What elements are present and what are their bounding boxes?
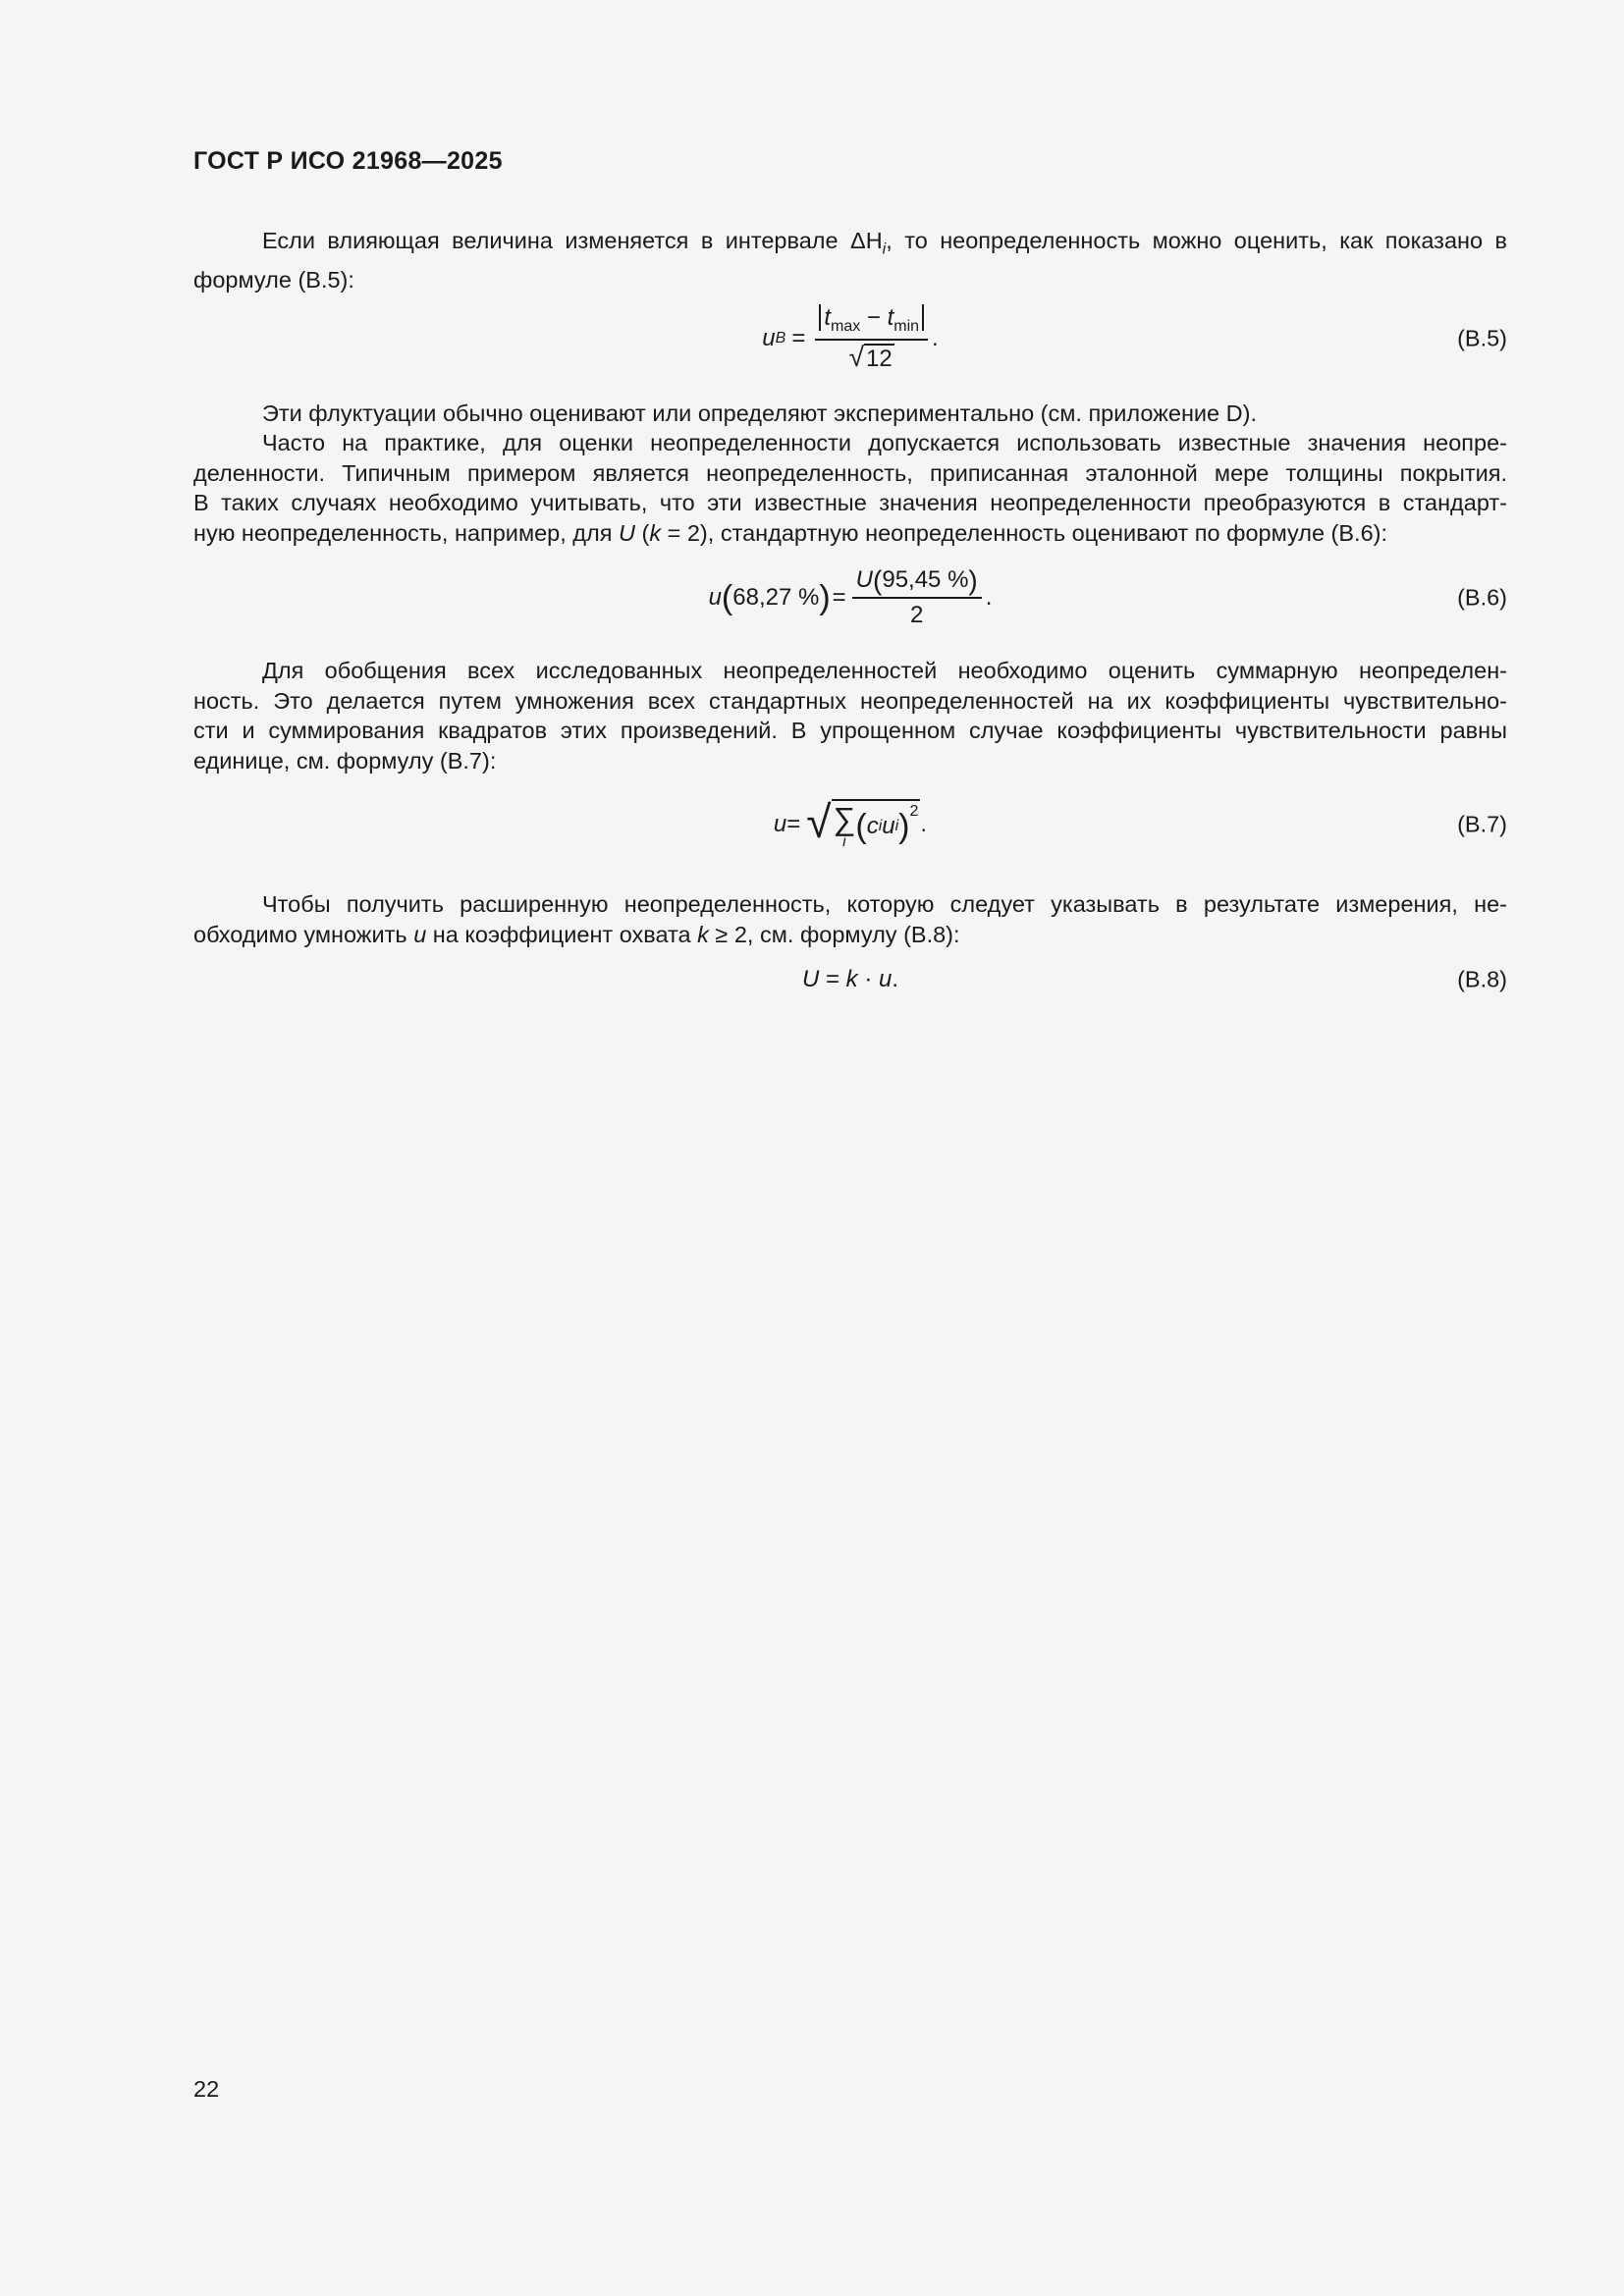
equation-b8: U = k · u . (B.8) xyxy=(801,966,1507,992)
paragraph-1: Если влияющая величина изменяется в интервале $\Delta H_i$, то неопределенность можно оценить, как показано в формуле (B.5): xyxy=(193,228,1507,294)
paragraph-2: Эти флуктуации обычно оценивают или определяют экспериментально (см. приложение D). xyxy=(262,400,1257,426)
paragraph-5: Чтобы получить расширенную неопределенность, которую следует указывать в результате измерения, не- обходимо умножить u на коэффициент охвата k ≥ 2, см. формулу (B.8): xyxy=(193,891,1507,947)
equation-number: (B.6) xyxy=(1457,584,1507,611)
document-header: ГОСТ Р ИСО 21968—2025 xyxy=(193,147,503,175)
paragraph-4: Для обобщения всех исследованных неопределенностей необходимо оценить суммарную неопределен- ность. Это делается путем умножения всех стандартных неопределенностей на их коэффициенты чувствительно- сти и суммирования квадратов этих произведений. В упрощенном случае коэффициенты чувствительности равны единице, см. формулу (B.7): xyxy=(193,658,1507,774)
equation-b7: u = √ ∑ i ( c i u i ) $^2$ . (B.7) xyxy=(773,796,1507,850)
p1-text: Если влияющая величина изменяется в интервале ΔH xyxy=(262,228,883,253)
fraction: $\frac{U(95,45 \%)}{2}$ xyxy=(852,566,982,630)
equation-number: (B.5) xyxy=(1457,325,1507,351)
equation-number: (B.7) xyxy=(1457,811,1507,837)
equation-b5: u B = $t_{max} - t_{min}$ √ 12 . (B.5) xyxy=(762,304,1507,372)
square-root: √ ∑ i ( c i u i ) $^2$ xyxy=(806,796,919,850)
paragraph-3: Часто на практике, для оценки неопределенности допускается использовать известные значения неопре- деленности. Типичным примером является неопределенность, приписанная эталонной мере толщины покрытия. В таких случаях необходимо учитывать, что эти известные значения неопределенности преобразуются в стандарт- ную неопределенность, например, для U (k = 2), стандартную неопределенность оценивают по формуле (B.6): xyxy=(193,430,1507,546)
fraction: $t_{max} - t_{min}$ √ 12 xyxy=(815,304,928,373)
page-number: 22 xyxy=(193,2076,220,2102)
equation-b6: u ( 68,27 % ) = $\frac{U(95,45 \%)}{2}$ . (B.6) xyxy=(708,564,1507,629)
equation-number: (B.8) xyxy=(1457,966,1507,992)
